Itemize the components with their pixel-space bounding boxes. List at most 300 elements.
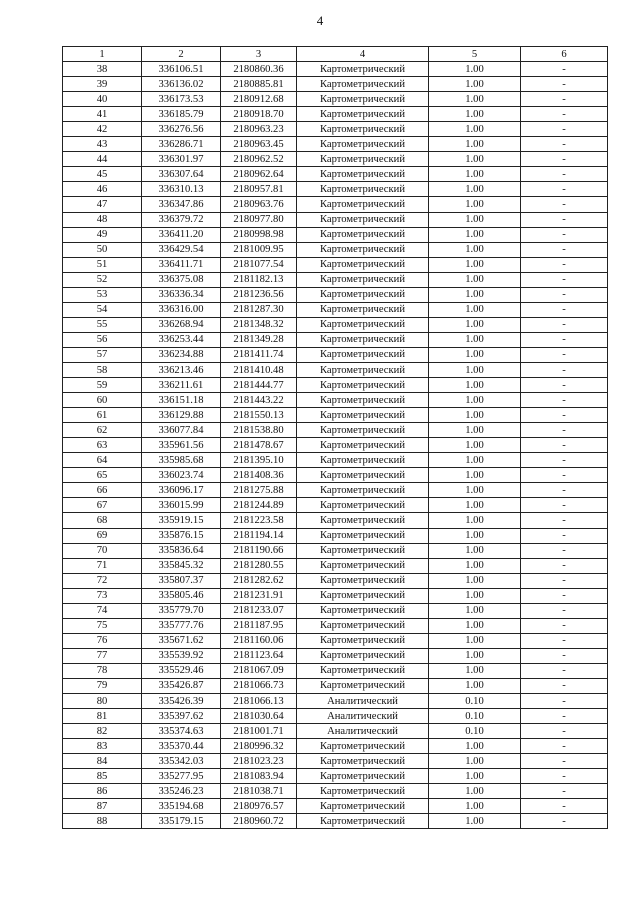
y-coordinate-cell: 2181444.77	[221, 378, 297, 393]
y-coordinate-cell: 2180976.57	[221, 799, 297, 814]
table-row	[63, 287, 608, 302]
method-cell: Картометрический	[297, 122, 429, 137]
point-number-cell: 77	[63, 648, 142, 663]
y-coordinate-cell: 2181182.13	[221, 272, 297, 287]
y-coordinate-cell: 2181478.67	[221, 438, 297, 453]
table-row	[63, 739, 608, 754]
note-cell: -	[521, 483, 608, 498]
table-row	[63, 648, 608, 663]
accuracy-cell: 1.00	[429, 408, 521, 423]
note-cell: -	[521, 92, 608, 107]
point-number-cell: 76	[63, 633, 142, 648]
point-number-cell: 66	[63, 483, 142, 498]
point-number-cell: 45	[63, 167, 142, 182]
point-number-cell: 48	[63, 212, 142, 227]
method-cell: Картометрический	[297, 739, 429, 754]
table-body	[63, 62, 608, 829]
note-cell: -	[521, 739, 608, 754]
point-number-cell: 52	[63, 272, 142, 287]
method-cell: Картометрический	[297, 197, 429, 212]
y-coordinate-cell: 2181023.23	[221, 754, 297, 769]
accuracy-cell: 1.00	[429, 62, 521, 77]
table-row	[63, 92, 608, 107]
point-number-cell: 55	[63, 317, 142, 332]
method-cell: Картометрический	[297, 423, 429, 438]
x-coordinate-cell: 336379.72	[142, 212, 221, 227]
accuracy-cell: 1.00	[429, 528, 521, 543]
table-row	[63, 513, 608, 528]
method-cell: Картометрический	[297, 378, 429, 393]
point-number-cell: 82	[63, 724, 142, 739]
x-coordinate-cell: 336411.71	[142, 257, 221, 272]
x-coordinate-cell: 335342.03	[142, 754, 221, 769]
method-cell: Аналитический	[297, 709, 429, 724]
note-cell: -	[521, 408, 608, 423]
point-number-cell: 79	[63, 678, 142, 693]
method-cell: Картометрический	[297, 107, 429, 122]
y-coordinate-cell: 2181411.74	[221, 347, 297, 362]
x-coordinate-cell: 335397.62	[142, 709, 221, 724]
accuracy-cell: 0.10	[429, 724, 521, 739]
point-number-cell: 78	[63, 663, 142, 678]
point-number-cell: 84	[63, 754, 142, 769]
note-cell: -	[521, 573, 608, 588]
y-coordinate-cell: 2180957.81	[221, 182, 297, 197]
accuracy-cell: 1.00	[429, 137, 521, 152]
note-cell: -	[521, 663, 608, 678]
note-cell: -	[521, 558, 608, 573]
method-cell: Картометрический	[297, 618, 429, 633]
accuracy-cell: 1.00	[429, 468, 521, 483]
method-cell: Картометрический	[297, 77, 429, 92]
x-coordinate-cell: 335779.70	[142, 603, 221, 618]
point-number-cell: 59	[63, 378, 142, 393]
method-cell: Картометрический	[297, 393, 429, 408]
table-row	[63, 347, 608, 362]
table-row	[63, 393, 608, 408]
table-row	[63, 769, 608, 784]
header-row	[63, 47, 608, 62]
y-coordinate-cell: 2181223.58	[221, 513, 297, 528]
table-row	[63, 709, 608, 724]
accuracy-cell: 1.00	[429, 317, 521, 332]
note-cell: -	[521, 257, 608, 272]
accuracy-cell: 1.00	[429, 438, 521, 453]
point-number-cell: 38	[63, 62, 142, 77]
note-cell: -	[521, 618, 608, 633]
method-cell: Картометрический	[297, 347, 429, 362]
table-row	[63, 663, 608, 678]
table-row	[63, 408, 608, 423]
table-row	[63, 378, 608, 393]
point-number-cell: 81	[63, 709, 142, 724]
table-row	[63, 62, 608, 77]
y-coordinate-cell: 2180960.72	[221, 814, 297, 829]
point-number-cell: 72	[63, 573, 142, 588]
y-coordinate-cell: 2181443.22	[221, 393, 297, 408]
accuracy-cell: 1.00	[429, 513, 521, 528]
y-coordinate-cell: 2181123.64	[221, 648, 297, 663]
accuracy-cell: 1.00	[429, 543, 521, 558]
y-coordinate-cell: 2181231.91	[221, 588, 297, 603]
y-coordinate-cell: 2180977.80	[221, 212, 297, 227]
y-coordinate-cell: 2181550.13	[221, 408, 297, 423]
table-row	[63, 77, 608, 92]
accuracy-cell: 1.00	[429, 77, 521, 92]
x-coordinate-cell: 335246.23	[142, 784, 221, 799]
note-cell: -	[521, 513, 608, 528]
method-cell: Картометрический	[297, 302, 429, 317]
y-coordinate-cell: 2180998.98	[221, 227, 297, 242]
point-number-cell: 51	[63, 257, 142, 272]
y-coordinate-cell: 2181001.71	[221, 724, 297, 739]
accuracy-cell: 0.10	[429, 694, 521, 709]
point-number-cell: 80	[63, 694, 142, 709]
point-number-cell: 65	[63, 468, 142, 483]
method-cell: Картометрический	[297, 528, 429, 543]
y-coordinate-cell: 2180912.68	[221, 92, 297, 107]
method-cell: Аналитический	[297, 694, 429, 709]
point-number-cell: 74	[63, 603, 142, 618]
accuracy-cell: 1.00	[429, 784, 521, 799]
x-coordinate-cell: 336301.97	[142, 152, 221, 167]
table-row	[63, 197, 608, 212]
note-cell: -	[521, 799, 608, 814]
y-coordinate-cell: 2180963.23	[221, 122, 297, 137]
accuracy-cell: 1.00	[429, 453, 521, 468]
x-coordinate-cell: 336276.56	[142, 122, 221, 137]
point-number-cell: 67	[63, 498, 142, 513]
x-coordinate-cell: 336429.54	[142, 242, 221, 257]
method-cell: Картометрический	[297, 573, 429, 588]
x-coordinate-cell: 335985.68	[142, 453, 221, 468]
y-coordinate-cell: 2181282.62	[221, 573, 297, 588]
x-coordinate-cell: 335919.15	[142, 513, 221, 528]
x-coordinate-cell: 336106.51	[142, 62, 221, 77]
y-coordinate-cell: 2181233.07	[221, 603, 297, 618]
x-coordinate-cell: 335836.64	[142, 543, 221, 558]
note-cell: -	[521, 814, 608, 829]
accuracy-cell: 1.00	[429, 378, 521, 393]
table-row	[63, 483, 608, 498]
x-coordinate-cell: 335426.87	[142, 678, 221, 693]
method-cell: Картометрический	[297, 92, 429, 107]
header-cell-6: 6	[521, 47, 608, 62]
x-coordinate-cell: 336307.64	[142, 167, 221, 182]
accuracy-cell: 1.00	[429, 347, 521, 362]
note-cell: -	[521, 302, 608, 317]
note-cell: -	[521, 709, 608, 724]
header-cell-1: 1	[63, 47, 142, 62]
x-coordinate-cell: 336310.13	[142, 182, 221, 197]
y-coordinate-cell: 2180996.32	[221, 739, 297, 754]
note-cell: -	[521, 137, 608, 152]
note-cell: -	[521, 528, 608, 543]
method-cell: Картометрический	[297, 678, 429, 693]
method-cell: Картометрический	[297, 438, 429, 453]
note-cell: -	[521, 152, 608, 167]
point-number-cell: 50	[63, 242, 142, 257]
note-cell: -	[521, 182, 608, 197]
x-coordinate-cell: 336268.94	[142, 317, 221, 332]
table-row	[63, 362, 608, 377]
x-coordinate-cell: 336129.88	[142, 408, 221, 423]
accuracy-cell: 1.00	[429, 603, 521, 618]
method-cell: Картометрический	[297, 558, 429, 573]
table-row	[63, 558, 608, 573]
note-cell: -	[521, 498, 608, 513]
accuracy-cell: 1.00	[429, 754, 521, 769]
point-number-cell: 61	[63, 408, 142, 423]
note-cell: -	[521, 678, 608, 693]
table-row	[63, 317, 608, 332]
point-number-cell: 83	[63, 739, 142, 754]
accuracy-cell: 1.00	[429, 483, 521, 498]
table-row	[63, 543, 608, 558]
method-cell: Картометрический	[297, 498, 429, 513]
method-cell: Картометрический	[297, 603, 429, 618]
method-cell: Картометрический	[297, 814, 429, 829]
note-cell: -	[521, 784, 608, 799]
note-cell: -	[521, 242, 608, 257]
note-cell: -	[521, 603, 608, 618]
x-coordinate-cell: 335539.92	[142, 648, 221, 663]
y-coordinate-cell: 2181190.66	[221, 543, 297, 558]
x-coordinate-cell: 336173.53	[142, 92, 221, 107]
accuracy-cell: 1.00	[429, 678, 521, 693]
method-cell: Картометрический	[297, 648, 429, 663]
note-cell: -	[521, 77, 608, 92]
header-cell-5: 5	[429, 47, 521, 62]
accuracy-cell: 1.00	[429, 332, 521, 347]
x-coordinate-cell: 335194.68	[142, 799, 221, 814]
x-coordinate-cell: 336077.84	[142, 423, 221, 438]
method-cell: Картометрический	[297, 137, 429, 152]
y-coordinate-cell: 2181067.09	[221, 663, 297, 678]
x-coordinate-cell: 335374.63	[142, 724, 221, 739]
method-cell: Картометрический	[297, 483, 429, 498]
accuracy-cell: 1.00	[429, 648, 521, 663]
y-coordinate-cell: 2181030.64	[221, 709, 297, 724]
method-cell: Картометрический	[297, 317, 429, 332]
table-row	[63, 784, 608, 799]
x-coordinate-cell: 335805.46	[142, 588, 221, 603]
accuracy-cell: 1.00	[429, 423, 521, 438]
method-cell: Картометрический	[297, 272, 429, 287]
table-row	[63, 498, 608, 513]
x-coordinate-cell: 336411.20	[142, 227, 221, 242]
x-coordinate-cell: 336253.44	[142, 332, 221, 347]
accuracy-cell: 1.00	[429, 257, 521, 272]
table-row	[63, 754, 608, 769]
point-number-cell: 70	[63, 543, 142, 558]
method-cell: Картометрический	[297, 754, 429, 769]
accuracy-cell: 1.00	[429, 167, 521, 182]
x-coordinate-cell: 335961.56	[142, 438, 221, 453]
header-cell-2: 2	[142, 47, 221, 62]
table-row	[63, 137, 608, 152]
point-number-cell: 39	[63, 77, 142, 92]
note-cell: -	[521, 107, 608, 122]
table-row	[63, 588, 608, 603]
point-number-cell: 86	[63, 784, 142, 799]
method-cell: Картометрический	[297, 167, 429, 182]
x-coordinate-cell: 336151.18	[142, 393, 221, 408]
accuracy-cell: 1.00	[429, 558, 521, 573]
table-row	[63, 468, 608, 483]
x-coordinate-cell: 336136.02	[142, 77, 221, 92]
table-row	[63, 528, 608, 543]
header-cell-3: 3	[221, 47, 297, 62]
table-row	[63, 272, 608, 287]
accuracy-cell: 1.00	[429, 242, 521, 257]
y-coordinate-cell: 2181194.14	[221, 528, 297, 543]
accuracy-cell: 1.00	[429, 769, 521, 784]
table-row	[63, 573, 608, 588]
method-cell: Аналитический	[297, 724, 429, 739]
point-number-cell: 69	[63, 528, 142, 543]
table-row	[63, 603, 608, 618]
method-cell: Картометрический	[297, 453, 429, 468]
table-row	[63, 453, 608, 468]
x-coordinate-cell: 335777.76	[142, 618, 221, 633]
x-coordinate-cell: 336336.34	[142, 287, 221, 302]
x-coordinate-cell: 336286.71	[142, 137, 221, 152]
y-coordinate-cell: 2181009.95	[221, 242, 297, 257]
point-number-cell: 88	[63, 814, 142, 829]
note-cell: -	[521, 317, 608, 332]
accuracy-cell: 1.00	[429, 633, 521, 648]
method-cell: Картометрический	[297, 152, 429, 167]
y-coordinate-cell: 2181244.89	[221, 498, 297, 513]
x-coordinate-cell: 335671.62	[142, 633, 221, 648]
note-cell: -	[521, 332, 608, 347]
method-cell: Картометрический	[297, 513, 429, 528]
accuracy-cell: 1.00	[429, 799, 521, 814]
page-number: 4	[316, 13, 324, 28]
note-cell: -	[521, 393, 608, 408]
table-row	[63, 182, 608, 197]
note-cell: -	[521, 543, 608, 558]
note-cell: -	[521, 468, 608, 483]
point-number-cell: 63	[63, 438, 142, 453]
method-cell: Картометрический	[297, 543, 429, 558]
table-row	[63, 678, 608, 693]
accuracy-cell: 1.00	[429, 92, 521, 107]
note-cell: -	[521, 769, 608, 784]
note-cell: -	[521, 347, 608, 362]
accuracy-cell: 1.00	[429, 107, 521, 122]
y-coordinate-cell: 2180918.70	[221, 107, 297, 122]
accuracy-cell: 1.00	[429, 122, 521, 137]
y-coordinate-cell: 2181083.94	[221, 769, 297, 784]
note-cell: -	[521, 724, 608, 739]
y-coordinate-cell: 2180962.64	[221, 167, 297, 182]
accuracy-cell: 1.00	[429, 227, 521, 242]
note-cell: -	[521, 378, 608, 393]
table-row	[63, 799, 608, 814]
y-coordinate-cell: 2181275.88	[221, 483, 297, 498]
method-cell: Картометрический	[297, 182, 429, 197]
method-cell: Картометрический	[297, 799, 429, 814]
table-row	[63, 212, 608, 227]
table-row	[63, 438, 608, 453]
point-number-cell: 47	[63, 197, 142, 212]
point-number-cell: 41	[63, 107, 142, 122]
x-coordinate-cell: 336015.99	[142, 498, 221, 513]
note-cell: -	[521, 453, 608, 468]
x-coordinate-cell: 335370.44	[142, 739, 221, 754]
method-cell: Картометрический	[297, 784, 429, 799]
accuracy-cell: 1.00	[429, 588, 521, 603]
point-number-cell: 40	[63, 92, 142, 107]
accuracy-cell: 1.00	[429, 814, 521, 829]
note-cell: -	[521, 694, 608, 709]
note-cell: -	[521, 272, 608, 287]
table-row	[63, 107, 608, 122]
method-cell: Картометрический	[297, 227, 429, 242]
method-cell: Картометрический	[297, 287, 429, 302]
y-coordinate-cell: 2181280.55	[221, 558, 297, 573]
table-row	[63, 618, 608, 633]
accuracy-cell: 1.00	[429, 287, 521, 302]
y-coordinate-cell: 2180885.81	[221, 77, 297, 92]
y-coordinate-cell: 2181038.71	[221, 784, 297, 799]
accuracy-cell: 1.00	[429, 182, 521, 197]
table-row	[63, 257, 608, 272]
point-number-cell: 58	[63, 362, 142, 377]
accuracy-cell: 1.00	[429, 498, 521, 513]
table-row	[63, 332, 608, 347]
accuracy-cell: 1.00	[429, 212, 521, 227]
note-cell: -	[521, 122, 608, 137]
table-row	[63, 152, 608, 167]
method-cell: Картометрический	[297, 212, 429, 227]
x-coordinate-cell: 335876.15	[142, 528, 221, 543]
point-number-cell: 44	[63, 152, 142, 167]
x-coordinate-cell: 335845.32	[142, 558, 221, 573]
point-number-cell: 85	[63, 769, 142, 784]
y-coordinate-cell: 2181287.30	[221, 302, 297, 317]
y-coordinate-cell: 2181538.80	[221, 423, 297, 438]
y-coordinate-cell: 2180963.45	[221, 137, 297, 152]
note-cell: -	[521, 754, 608, 769]
x-coordinate-cell: 335277.95	[142, 769, 221, 784]
y-coordinate-cell: 2181077.54	[221, 257, 297, 272]
table-row	[63, 242, 608, 257]
table-row	[63, 814, 608, 829]
table-row	[63, 122, 608, 137]
method-cell: Картометрический	[297, 408, 429, 423]
point-number-cell: 62	[63, 423, 142, 438]
x-coordinate-cell: 335179.15	[142, 814, 221, 829]
x-coordinate-cell: 336185.79	[142, 107, 221, 122]
accuracy-cell: 1.00	[429, 362, 521, 377]
point-number-cell: 56	[63, 332, 142, 347]
point-number-cell: 57	[63, 347, 142, 362]
x-coordinate-cell: 336375.08	[142, 272, 221, 287]
accuracy-cell: 1.00	[429, 663, 521, 678]
y-coordinate-cell: 2181349.28	[221, 332, 297, 347]
note-cell: -	[521, 588, 608, 603]
accuracy-cell: 1.00	[429, 393, 521, 408]
x-coordinate-cell: 335807.37	[142, 573, 221, 588]
note-cell: -	[521, 62, 608, 77]
point-number-cell: 73	[63, 588, 142, 603]
method-cell: Картометрический	[297, 468, 429, 483]
x-coordinate-cell: 336096.17	[142, 483, 221, 498]
note-cell: -	[521, 212, 608, 227]
